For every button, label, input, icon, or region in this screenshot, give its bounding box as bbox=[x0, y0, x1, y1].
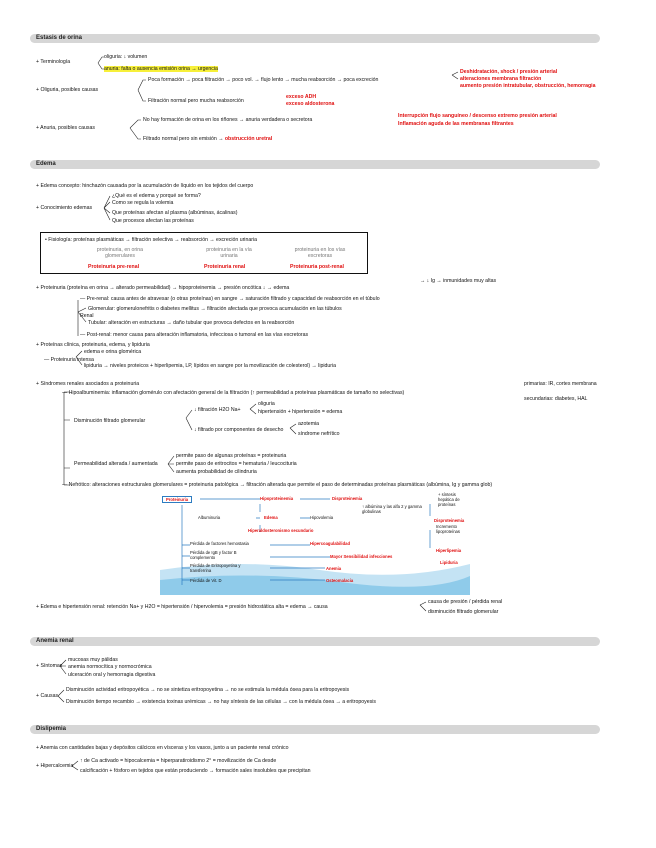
permeability-note-3: aumenta probabilidad de cilindruria bbox=[176, 469, 257, 475]
edema-question-4: Que procesos afectan las proteínas bbox=[112, 218, 194, 224]
diag-igb-loss: Pérdida de IgB y factor B complemento bbox=[190, 550, 237, 560]
proteins-clinic-line: + Proteínas clínica, proteinuria, edema, y lipiduria bbox=[36, 342, 150, 348]
anemia-cause-2: Disminución tiempo recambio → existencia toxinas urémicas → no hay síntesis de las células → con la médula ósea → a eritropoyesis bbox=[66, 699, 376, 705]
physiology-note-1: proteinuria, en orina glomerulares bbox=[96, 247, 144, 259]
diag-lipoproteins: Incremento lipoproteínas bbox=[436, 524, 460, 534]
edema-hypertension-line: + Edema e hipertensión renal: retención Na+ y H2O = hipertensión / hipervolemia = presión hidrostática alta = edema → causa bbox=[36, 604, 328, 610]
edema-hypertension-note-2: disminución filtrado glomerular bbox=[428, 609, 499, 615]
prerenal-line: — Pre-renal: causa antes de atravesar (o otras proteínas) en sangre → saturación filtrado y capacidad de reabsorción en el túbulo bbox=[80, 296, 380, 302]
diag-epo-loss: Pérdida de Eritropoyetina y transferrina bbox=[190, 563, 241, 573]
physiology-note-3: proteinuria en los vías excretoras bbox=[294, 247, 346, 259]
diag-hiperlipemia: Hiperlipemia bbox=[436, 548, 462, 553]
diag-osteomalacia: Osteomalacia bbox=[326, 578, 354, 583]
nephritic-note: síndrome nefrítico bbox=[298, 431, 340, 437]
diag-anemia: Anemia bbox=[326, 566, 342, 571]
proteinuria-renal: Proteinuria renal bbox=[204, 264, 246, 270]
nephrotic-diagram bbox=[160, 490, 470, 595]
renal-glomerular-line: Glomerular: glomerulonefritis o diabetes mellitus → filtración afectada que provoca acumulación en las túbulos bbox=[88, 306, 342, 312]
permeability-line: Permeabilidad alterada / aumentada bbox=[74, 461, 158, 467]
oliguria-cause-1-note-1: Deshidratación, shock / presión arterial bbox=[460, 69, 558, 75]
diag-factor-loss: Pérdida de factores hemostasia bbox=[190, 541, 249, 546]
oliguria-definition: oliguria: ↓ volumen bbox=[104, 54, 148, 60]
hipoalbuminemia-note-2: secundarias: diabetes, HAL bbox=[524, 396, 588, 402]
oliguria-cause-1-note-3: aumento presión intratubular, obstrucción, hemorragia bbox=[460, 83, 596, 89]
anemia-cause-1: Disminución actividad eritropoyética → no se sintetiza eritropoyetina → no se estimula la médula ósea para la eritropoyesis bbox=[66, 687, 350, 693]
edema-question-3: Que proteínas afectan al plasma (albúminas, ácalinas) bbox=[112, 210, 238, 216]
hipercalcemia-note-1: ↑ de Ca activado = hipocalcemia = hiperparatiroidismo 2° = movilización de Ca desde bbox=[80, 758, 277, 764]
renal-syndromes-title: + Síndromes renales asociados a proteinuria bbox=[36, 381, 140, 387]
azotemia-note: azotemia bbox=[298, 421, 320, 427]
oliguria-cause-2-note-2: exceso aldosterona bbox=[286, 101, 335, 107]
diag-hipovolemia: Hipovolemia bbox=[310, 515, 334, 520]
filtration-h2o-na: ↓ filtración H2O Na+ bbox=[194, 407, 241, 413]
oliguria-cause-1: Poca formación → poca filtración → poco vol. → flujo lento → mucha reabsorción → poca excreción bbox=[148, 77, 379, 83]
diag-infections: Mayor Sensibilidad infecciones bbox=[330, 554, 393, 559]
diag-edema: Edema bbox=[264, 515, 278, 520]
anuria-cause-1: No hay formación de orina en los riñones → anuria verdadera o secretora bbox=[143, 117, 313, 123]
diag-disproteinemia: Disproteinemia bbox=[332, 496, 363, 501]
hipoalbuminemia-note-1: primarias: IR, cortes membrana bbox=[524, 381, 597, 387]
edema-question-2: Como se regula la volemia bbox=[112, 200, 174, 206]
renal-tubular-line: Tubular: alteración en estructuras → daño tubular que provoca defectos en la reabsorción bbox=[88, 320, 295, 326]
anuria-cause-1-note-2: Inflamación aguda de las membranas filtrantes bbox=[398, 121, 514, 127]
anuria-causes-title: + Anuria, posibles causas bbox=[36, 125, 95, 131]
physiology-line: • Fisiología: proteínas plasmáticas → filtración selectiva → reabsorción → excreción urinaria bbox=[45, 237, 257, 243]
anemia-symptom-1: mucosas muy pálidas bbox=[68, 657, 118, 663]
diag-vitd-loss: Pérdida de Vit. D bbox=[190, 578, 222, 583]
diag-synthesis-note: + síntesis hepática de proteínas bbox=[438, 492, 460, 507]
proteinuria-intensa: — Proteinuria intensa bbox=[44, 357, 94, 363]
anuria-cause-1-note-1: Interrupción flujo sanguíneo / descenso extremo presión arterial bbox=[398, 113, 557, 119]
oliguria-cause-2: Filtración normal pero mucha reabsorción bbox=[148, 98, 244, 104]
nephrotic-line: — Nefrótico: alteraciones estructurales glomerulares = proteinuria patológica → filtración alterada que permite el paso de determinadas proteínas plasmáticas (albúmina, Ig y gamma glob) bbox=[62, 482, 493, 488]
section-title-estasis: Estasis de orina bbox=[36, 35, 83, 41]
diag-hiperaldosteronismo: Hiperaldosteronismo secundario bbox=[248, 528, 314, 533]
anuria-cause-2-note: obstrucción uretral bbox=[224, 136, 273, 142]
edema-question-1: ¿Qué es el edema y porqué se forma? bbox=[112, 193, 201, 199]
renal-label: Renal bbox=[80, 313, 94, 319]
diag-disproteinemia-2: Disproteinemia bbox=[434, 518, 465, 523]
proteinuria-postrenal: Proteinuria post-renal bbox=[290, 264, 344, 270]
anemia-symptom-2: anemia normocítica y normocrómica bbox=[68, 664, 152, 670]
permeability-note-2: permite paso de eritrocitos = hematuria / leucocituria bbox=[176, 461, 297, 467]
anuria-definition bbox=[104, 66, 218, 72]
dislipemia-line-1: + Anemia con cantidades bajas y depósitos cálcicos en vísceras y los vasos, junto a un paciente renal crónico bbox=[36, 745, 289, 751]
oliguria-note: oliguria bbox=[258, 401, 275, 407]
lipiduria-line: lipiduria → niveles proteicos + hiperlipemia, LP, lípidos en sangre por la movilización de colesterol) → lipiduria bbox=[84, 363, 337, 369]
oliguria-causes-title: + Oliguria, posibles causas bbox=[36, 87, 99, 93]
anuria-definition-text: anuria: falta o ausencia emisión orina → urgencia bbox=[104, 66, 218, 72]
hipercalcemia-title: + Hipercalcemia bbox=[36, 763, 74, 769]
section-title-dislipemia: Dislipemia bbox=[36, 726, 67, 732]
proteinuria-prerenal: Proteinuria pre-renal bbox=[88, 264, 140, 270]
oliguria-cause-1-note-2: alteraciones membrana filtración bbox=[460, 76, 542, 82]
section-title-edema: Edema bbox=[36, 161, 56, 167]
diag-albuminuria: Albuminuria bbox=[198, 515, 221, 520]
hypertension-edema-note: hipertensión + hipertensión = edema bbox=[258, 409, 343, 415]
gfr-decrease: Disminución filtrado glomerular bbox=[74, 418, 146, 424]
permeability-note-1: permite paso de algunas proteínas = proteinuria bbox=[176, 453, 287, 459]
waste-filtration: ↓ filtrado por componentes de desecho bbox=[194, 427, 284, 433]
proteinuria-immunity-note: → ↓ Ig → inmunidades muy altas bbox=[420, 278, 497, 284]
edema-hypertension-note-1: causa de presión / pérdida renal bbox=[428, 599, 503, 605]
edema-concept: + Edema concepto: hinchazón causada por la acumulación de líquido en los tejidos del cuerpo bbox=[36, 183, 254, 189]
anemia-symptoms-title: + Síntomas bbox=[36, 663, 63, 669]
postrenal-line: — Post-renal: menor causa para alteración inflamatoria, infecciosa o tumoral en las vías excretoras bbox=[80, 332, 309, 338]
hipoalbuminemia-line: — Hipoalbuminemia: inflamación glomérulo con afectación general de la filtración (↑ permeabilidad a proteínas plasmáticas de tamaño no selectivas) bbox=[62, 390, 405, 396]
anuria-cause-2 bbox=[143, 136, 272, 142]
hipercalcemia-note-2: calcificación + fósforo en tejidos que están produciendo → formación sales insolubles que precipitan bbox=[80, 768, 311, 774]
diag-lipiduria: Lipiduria bbox=[440, 560, 458, 565]
diag-proteinuria: Proteinuria bbox=[162, 496, 192, 503]
edema-knowledge-title: + Conocimiento edemas bbox=[36, 205, 93, 211]
diag-hipoproteinemia: Hipoproteinemia bbox=[260, 496, 294, 501]
oliguria-cause-2-note-1: exceso ADH bbox=[286, 94, 317, 100]
anemia-causes-title: + Causas bbox=[36, 693, 59, 699]
diag-hipercoagulabilidad: Hipercoagulabilidad bbox=[310, 541, 351, 546]
terminologia-label: + Terminología bbox=[36, 59, 71, 65]
proteinuria-edema-note: edema e orina glomérica bbox=[84, 349, 142, 355]
section-title-anemia: Anemia renal bbox=[36, 638, 74, 644]
proteinuria-line: + Proteinuria (proteína en orina → alterado permeabilidad) → hipoproteinemia → presión oncótica ↓ → edema bbox=[36, 285, 290, 291]
physiology-note-2: proteinuria en la vía urinaria bbox=[206, 247, 252, 259]
anuria-cause-2-text: Filtrado normal pero sin emisión → bbox=[143, 136, 224, 142]
diag-albumin-note: ↑ albúmina y las alfa 2 y gamma globulinas bbox=[362, 504, 422, 514]
anemia-symptom-3: ulceración oral y hemorragia digestiva bbox=[68, 672, 156, 678]
